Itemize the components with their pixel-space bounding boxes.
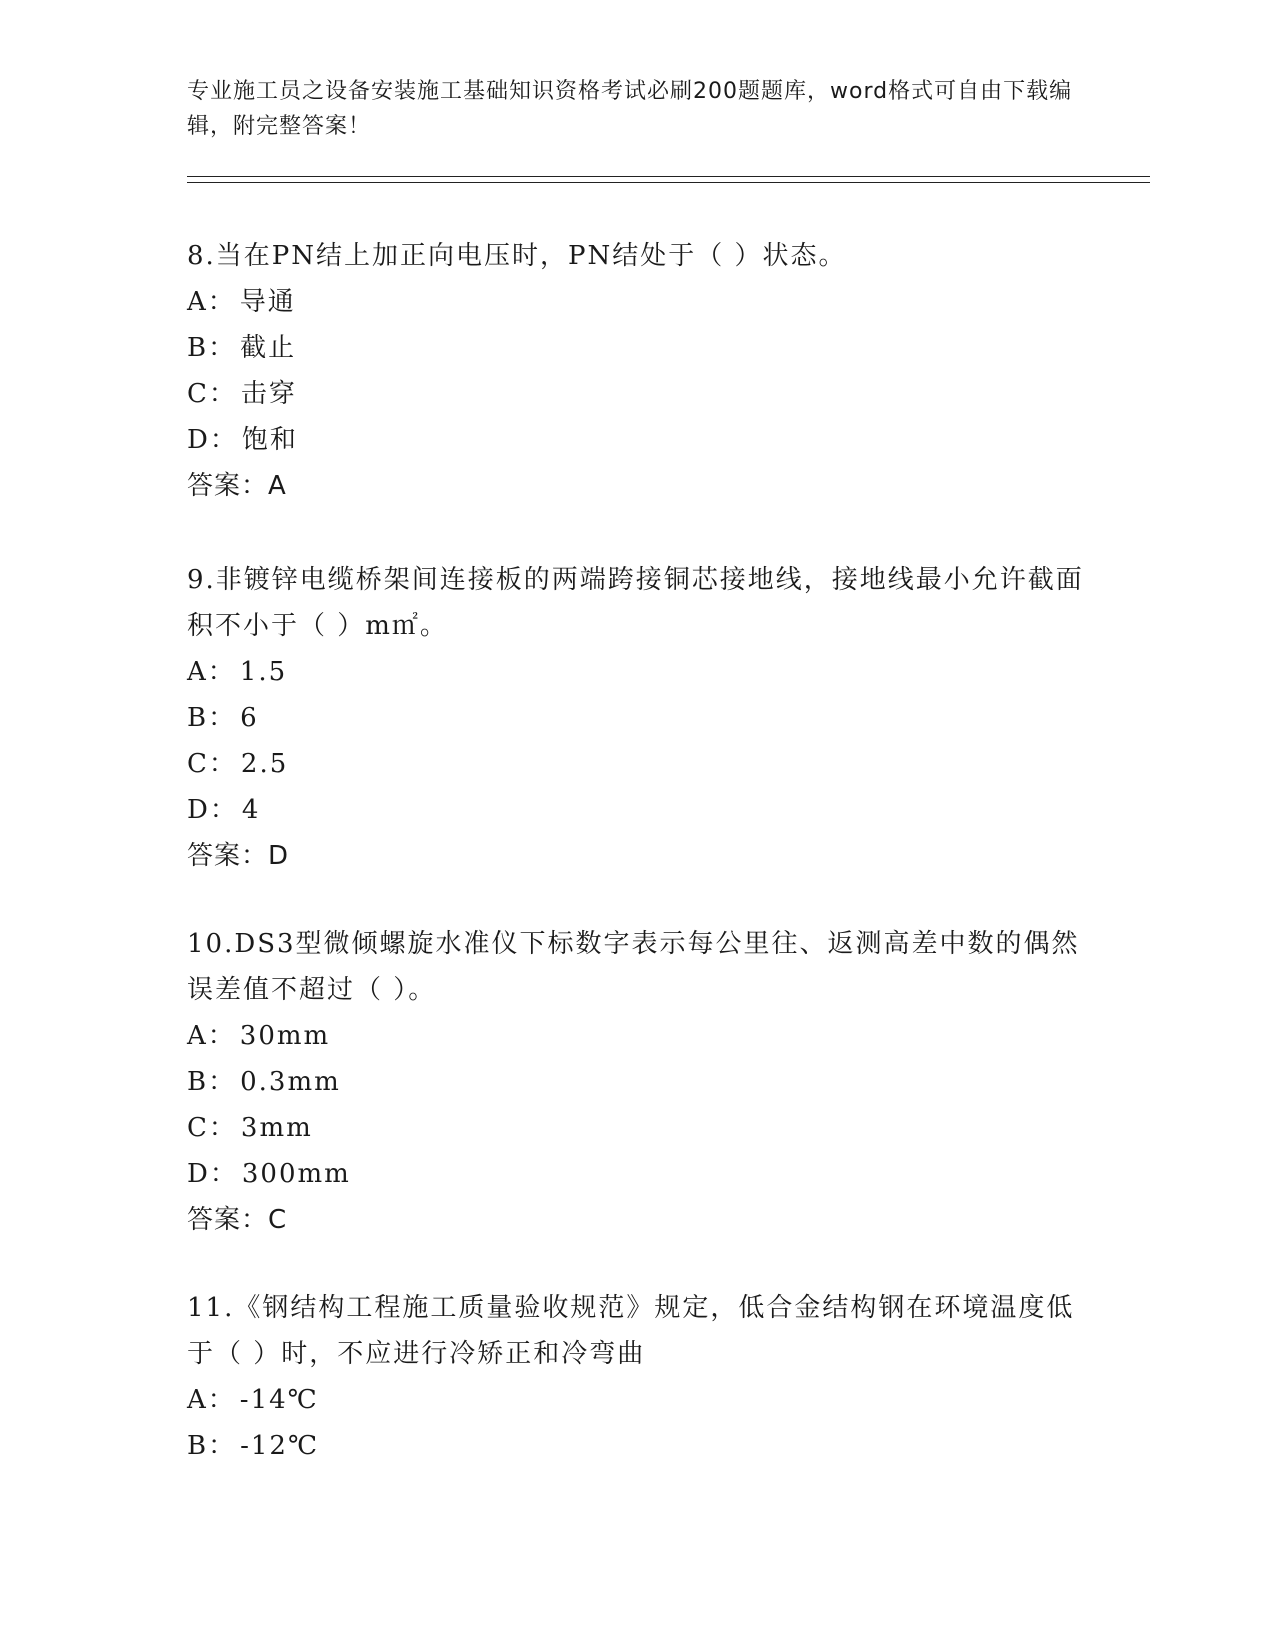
- option-separator: ：: [207, 1385, 236, 1415]
- option-separator: ：: [209, 1159, 238, 1189]
- option-separator: ：: [208, 749, 237, 779]
- option-text: -14℃: [239, 1385, 319, 1415]
- option-text: 0.3mm: [240, 1067, 341, 1097]
- option-text: 1.5: [239, 657, 288, 687]
- option-b: [187, 695, 1087, 741]
- option-a: [187, 649, 1087, 695]
- option-text: 截止: [240, 333, 297, 363]
- option-key: B: [187, 1431, 209, 1461]
- option-separator: ：: [207, 1021, 236, 1051]
- option-a: [187, 1377, 1087, 1423]
- option-d: [187, 417, 1087, 463]
- option-separator: ：: [209, 425, 238, 455]
- answer: 答案：A: [187, 471, 287, 501]
- header-divider-top: [187, 176, 1150, 177]
- question-text: 8.当在PN结上加正向电压时，PN结处于（ ）状态。: [187, 241, 847, 271]
- option-d: [187, 787, 1087, 833]
- option-a: [187, 279, 1087, 325]
- option-key: D: [187, 795, 210, 825]
- option-text: 30mm: [239, 1021, 331, 1051]
- option-a: [187, 1013, 1087, 1059]
- option-separator: ：: [208, 333, 237, 363]
- question-text: 9.非镀锌电缆桥架间连接板的两端跨接铜芯接地线，接地线最小允许截面积不小于（ ）m㎡。: [187, 565, 1084, 641]
- option-b: [187, 325, 1087, 371]
- option-b: [187, 1423, 1087, 1469]
- option-text: 2.5: [240, 749, 289, 779]
- option-key: B: [187, 333, 209, 363]
- option-key: A: [187, 287, 208, 317]
- option-text: 3mm: [240, 1113, 313, 1143]
- option-text: 6: [240, 703, 259, 733]
- option-c: [187, 371, 1087, 417]
- option-separator: ：: [209, 795, 238, 825]
- option-key: D: [187, 1159, 210, 1189]
- option-key: A: [187, 657, 208, 687]
- option-key: D: [187, 425, 210, 455]
- option-key: C: [187, 1113, 209, 1143]
- question-text: 10.DS3型微倾螺旋水准仪下标数字表示每公里往、返测高差中数的偶然误差值不超过（ ）。: [187, 929, 1080, 1005]
- option-text: 饱和: [241, 425, 298, 455]
- option-separator: ：: [208, 1067, 237, 1097]
- answer: 答案：D: [187, 841, 290, 871]
- option-key: A: [187, 1385, 208, 1415]
- header-divider-bottom: [187, 182, 1150, 183]
- question-10: [187, 921, 1087, 1243]
- question-text: 11.《钢结构工程施工质量验收规范》规定，低合金结构钢在环境温度低于（ ）时，不应进行冷矫正和冷弯曲: [187, 1293, 1075, 1369]
- option-separator: ：: [208, 1431, 237, 1461]
- option-text: 4: [241, 795, 261, 825]
- question-11: [187, 1285, 1087, 1469]
- question-9: [187, 557, 1087, 879]
- option-key: C: [187, 379, 209, 409]
- option-separator: ：: [208, 379, 237, 409]
- option-text: -12℃: [240, 1431, 320, 1461]
- document-header: 专业施工员之设备安装施工基础知识资格考试必刷200题题库，word格式可自由下载编辑，附完整答案！: [187, 79, 1073, 139]
- option-separator: ：: [207, 287, 236, 317]
- option-b: [187, 1059, 1087, 1105]
- option-key: B: [187, 1067, 209, 1097]
- option-key: C: [187, 749, 209, 779]
- option-c: [187, 1105, 1087, 1151]
- answer: 答案：C: [187, 1205, 288, 1235]
- option-key: A: [187, 1021, 208, 1051]
- option-separator: ：: [208, 703, 237, 733]
- option-text: 导通: [239, 287, 296, 317]
- option-separator: ：: [207, 657, 236, 687]
- option-d: [187, 1151, 1087, 1197]
- question-8: [187, 233, 1087, 509]
- option-key: B: [187, 703, 209, 733]
- option-text: 击穿: [240, 379, 297, 409]
- option-text: 300mm: [241, 1159, 351, 1189]
- option-separator: ：: [208, 1113, 237, 1143]
- option-c: [187, 741, 1087, 787]
